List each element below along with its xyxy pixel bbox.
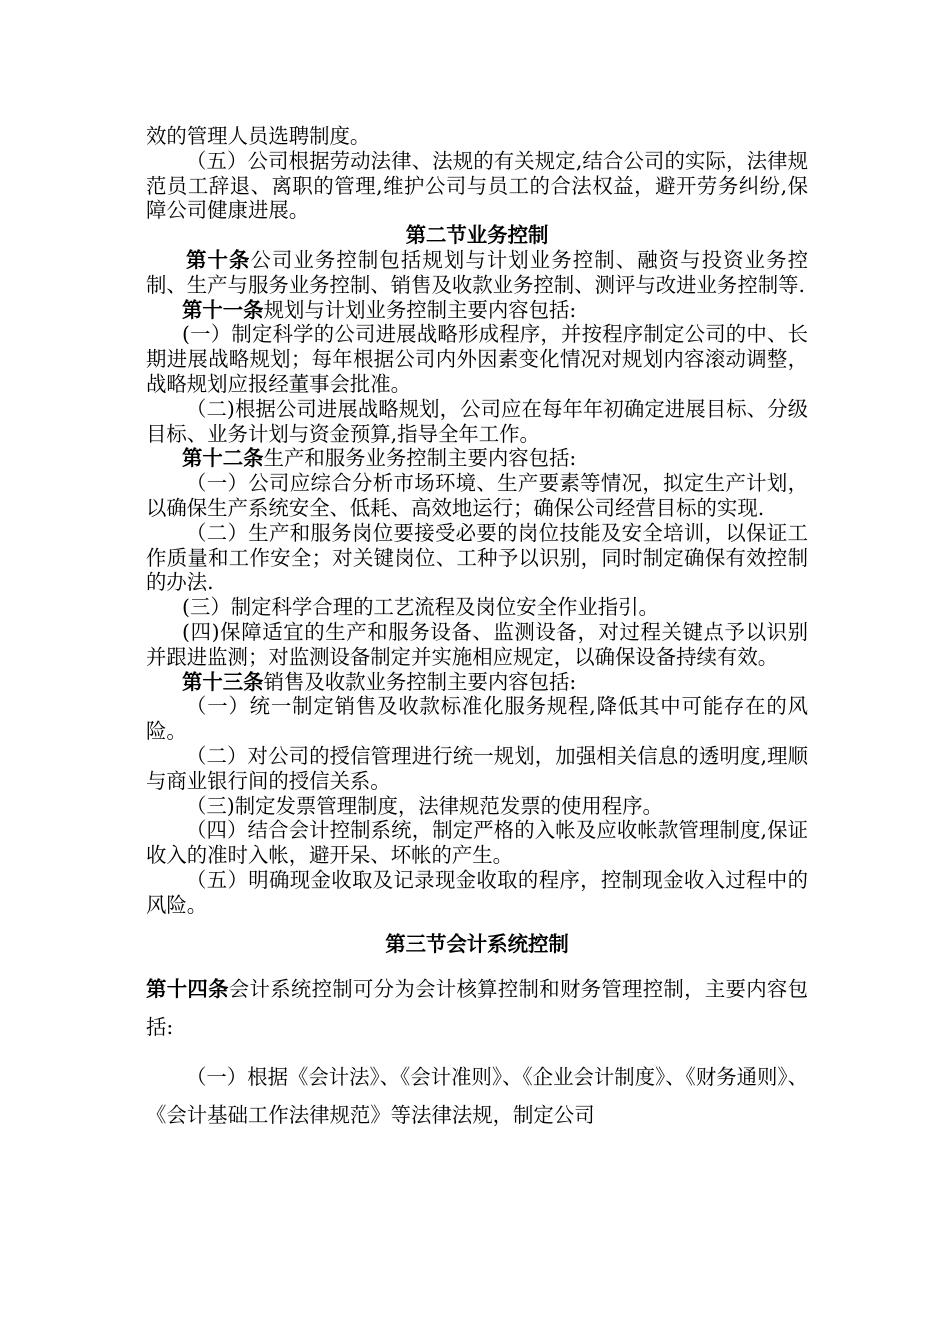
article-12 <box>146 446 808 471</box>
article-11-item-2: （二)根据公司进展战略规划，公司应在每年年初确定进展目标、分级目标、业务计划与资金预算,指导全年工作。 <box>146 396 808 446</box>
article-11 <box>146 298 808 323</box>
article-14-item-1: （一）根据《会计法》、《会计准则》、《企业会计制度》、《财务通则》、《会计基础工作法律规范》等法律法规，制定公司 <box>146 1064 808 1127</box>
section-heading-2: 第二节业务控制 <box>405 223 549 248</box>
article-13 <box>146 670 808 695</box>
paragraph-continuation: 效的管理人员选聘制度。 <box>146 124 371 148</box>
article-13-item-2: （二）对公司的授信管理进行统一规划，加强相关信息的透明度,理顺与商业银行间的授信关系。 <box>146 743 808 793</box>
article-14 <box>146 970 808 1046</box>
article-13-item-4: （四）结合会计控制系统，制定严格的入帐及应收帐款管理制度,保证收入的准时入帐，避开呆、坏帐的产生。 <box>146 818 808 868</box>
article-14-title: 第十四条 <box>146 976 229 1001</box>
article-11-item-1: (一）制定科学的公司进展战略形成程序，并按程序制定公司的中、长期进展战略规划；每年根据公司内外因素变化情况对规划内容滚动调整，战略规划应报经董事会批准。 <box>146 322 808 396</box>
article-10-title: 第十条 <box>186 247 251 272</box>
article-10-body: 公司业务控制包括规划与计划业务控制、融资与投资业务控制、生产与服务业务控制、销售及收款业务控制、测评与改进业务控制等. <box>146 247 809 297</box>
article-14-body: 会计系统控制可分为会计核算控制和财务管理控制，主要内容包括: <box>146 976 809 1039</box>
article-13-body: 销售及收款业务控制主要内容包括: <box>263 669 577 694</box>
document-body <box>146 124 808 1134</box>
article-12-item-3: (三）制定科学合理的工艺流程及岗位安全作业指引。 <box>182 595 659 620</box>
article-12-item-4: (四)保障适宜的生产和服务设备、监测设备，对过程关键点予以识别并跟进监测；对监测设备制定并实施相应规定，以确保设备持续有效。 <box>146 619 808 669</box>
article-12-title: 第十二条 <box>182 446 264 471</box>
article-13-item-1: （一）统一制定销售及收款标准化服务规程,降低其中可能存在的风险。 <box>146 694 808 744</box>
article-12-item-2: （二）生产和服务岗位要接受必要的岗位技能及安全培训，以保证工作质量和工作安全；对关键岗位、工种予以识别，同时制定确保有效控制的办法. <box>146 520 808 595</box>
paragraph-item-5: （五）公司根据劳动法律、法规的有关规定,结合公司的实际，法律规范员工辞退、离职的管理,维护公司与员工的合法权益，避开劳务纠纷,保障公司健康进展。 <box>146 148 808 223</box>
article-13-title: 第十三条 <box>182 669 264 694</box>
article-10 <box>146 248 808 298</box>
article-11-body: 规划与计划业务控制主要内容包括: <box>263 297 577 322</box>
article-13-item-3: （三)制定发票管理制度，法律规范发票的使用程序。 <box>186 793 663 818</box>
article-12-item-1: （一）公司应综合分析市场环境、生产要素等情况，拟定生产计划，以确保生产系统安全、低耗、高效地运行；确保公司经营目标的实现. <box>146 471 808 520</box>
article-12-body: 生产和服务业务控制主要内容包括: <box>263 446 577 471</box>
section-heading-3: 第三节会计系统控制 <box>385 931 569 956</box>
article-11-title: 第十一条 <box>182 297 264 322</box>
article-13-item-5: （五）明确现金收取及记录现金收取的程序，控制现金收入过程中的风险。 <box>146 867 808 917</box>
